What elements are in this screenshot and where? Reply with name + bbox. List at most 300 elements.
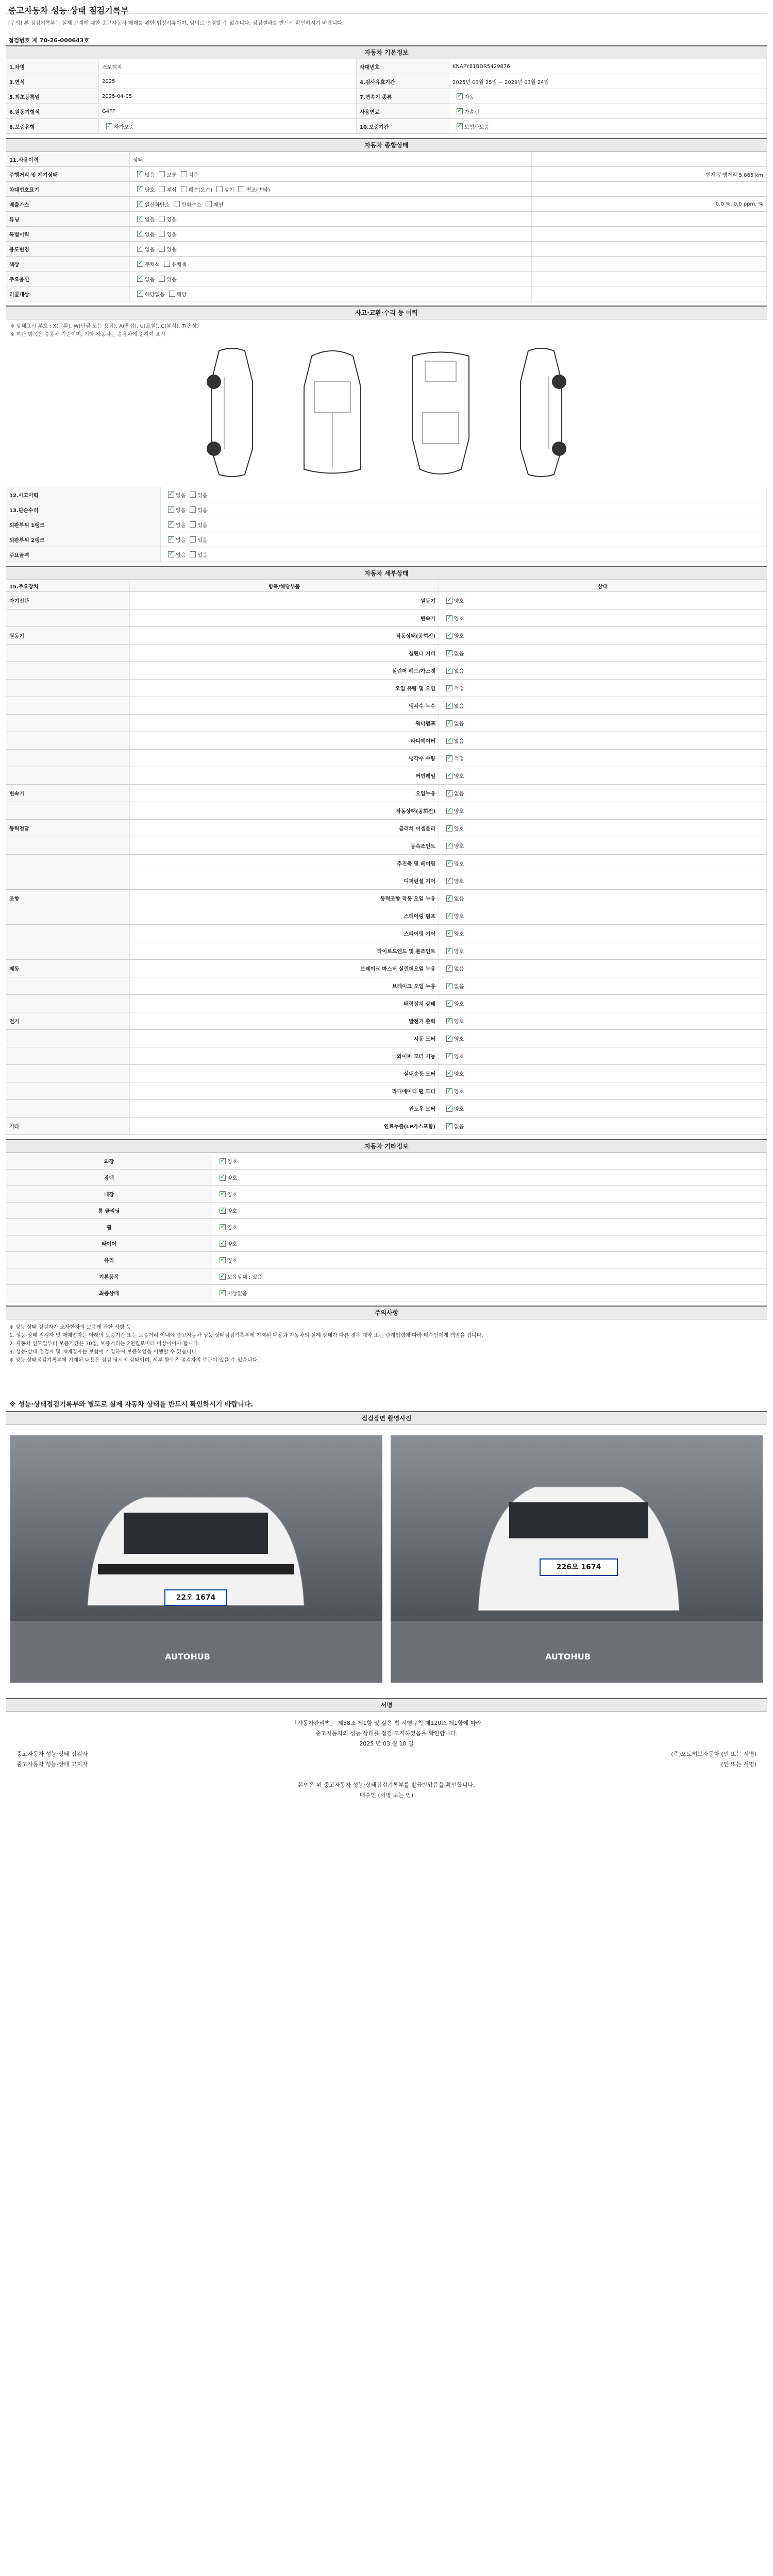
other-value xyxy=(212,1170,767,1185)
detail-row xyxy=(6,1012,767,1030)
detail-item: 스티어링 기어 xyxy=(130,925,439,942)
checkbox[interactable] xyxy=(220,1257,226,1263)
basic-row xyxy=(6,119,767,134)
checkbox-option xyxy=(215,1223,237,1231)
detail-state xyxy=(439,1117,767,1134)
checkbox[interactable] xyxy=(137,231,143,237)
accident-row xyxy=(6,532,767,547)
checkbox[interactable] xyxy=(159,186,165,192)
checkbox-label: 있음 xyxy=(197,493,208,499)
checkbox[interactable] xyxy=(137,201,143,207)
other-row xyxy=(6,1153,767,1170)
checkbox[interactable] xyxy=(190,536,196,543)
overall-row xyxy=(6,257,767,272)
section-photos-title: 점검장면 촬영사진 xyxy=(6,1411,767,1425)
checkbox[interactable] xyxy=(206,201,212,207)
checkbox-label: 양호 xyxy=(227,1209,238,1214)
checkbox-option xyxy=(133,230,155,238)
checkbox[interactable] xyxy=(159,276,165,282)
checkbox-label: 양호 xyxy=(454,1002,464,1007)
checkbox-option xyxy=(442,929,464,937)
car-front-icon xyxy=(10,1435,382,1683)
detail-state xyxy=(439,890,767,907)
checkbox-label: 양호 xyxy=(454,1072,464,1077)
checkbox[interactable] xyxy=(446,598,452,604)
detail-row xyxy=(6,1082,767,1100)
checkbox[interactable] xyxy=(446,738,452,744)
checkbox[interactable] xyxy=(457,108,463,114)
field-value: ✓ 가솔린 xyxy=(449,104,767,118)
detail-group xyxy=(6,872,130,889)
checkbox[interactable] xyxy=(159,246,165,252)
notice-text: [주의] 본 점검기록부는 실제 고객에 대한 중고자동차 매매를 위한 법정서류이며, 임의로 변경할 수 없습니다. 점검결과를 반드시 확인하시기 바랍니다. xyxy=(8,21,344,26)
checkbox[interactable] xyxy=(238,186,244,192)
checkbox-option xyxy=(215,1190,237,1198)
checkbox-label: 양호 xyxy=(454,844,464,850)
checkbox-option xyxy=(442,1052,464,1060)
detail-item: 워터펌프 xyxy=(130,715,439,732)
checkbox-label: 없음 xyxy=(454,984,464,990)
detail-group xyxy=(6,750,130,767)
other-row xyxy=(6,1170,767,1186)
detail-header-cell: 상태 xyxy=(439,580,767,591)
detail-state xyxy=(439,855,767,872)
detail-group: 자기진단 xyxy=(6,592,130,609)
checkbox[interactable] xyxy=(137,171,143,177)
overall-extra: 현재 주행거리 5,865 km xyxy=(532,167,767,181)
checkbox[interactable] xyxy=(216,186,223,192)
checkbox[interactable] xyxy=(446,878,452,884)
detail-row xyxy=(6,837,767,855)
checkbox[interactable] xyxy=(446,895,452,902)
checkbox-option xyxy=(442,737,464,744)
checkbox-option xyxy=(442,859,464,867)
detail-row xyxy=(6,855,767,872)
accident-row xyxy=(6,502,767,517)
checkbox[interactable] xyxy=(159,171,165,177)
checkbox-option xyxy=(442,754,464,762)
checkbox[interactable] xyxy=(164,261,170,267)
detail-row xyxy=(6,942,767,960)
other-label: 광택 xyxy=(6,1170,212,1185)
accident-value xyxy=(161,502,767,517)
field-value: KNAPY81BDR5429876 xyxy=(449,59,767,74)
checkbox-option xyxy=(442,842,464,850)
detail-row xyxy=(6,715,767,732)
checkbox[interactable] xyxy=(190,521,196,528)
inspection-record-page xyxy=(6,0,767,1807)
accident-value xyxy=(161,547,767,562)
checkbox[interactable] xyxy=(169,291,175,297)
checkbox[interactable] xyxy=(168,536,174,543)
checkbox[interactable] xyxy=(446,650,452,656)
checkbox-option xyxy=(442,1035,464,1042)
checkbox-option xyxy=(442,1070,464,1077)
checkbox-option xyxy=(442,982,464,990)
overall-extra xyxy=(532,272,767,286)
note-line: 3. 성능·상태 점검자 및 매매업자는 보험에 가입하여 보증책임을 이행할 수 있습니다. xyxy=(9,1349,198,1355)
checkbox-label: 양호 xyxy=(454,616,464,622)
detail-row xyxy=(6,925,767,942)
checkbox-option xyxy=(155,215,176,223)
checkbox[interactable] xyxy=(190,492,196,498)
checkbox[interactable] xyxy=(168,551,174,557)
other-value xyxy=(212,1252,767,1268)
detail-group: 기타 xyxy=(6,1117,130,1134)
checkbox[interactable] xyxy=(446,685,452,691)
detail-group xyxy=(6,645,130,662)
checkbox[interactable] xyxy=(181,186,187,192)
checkbox[interactable] xyxy=(446,1053,452,1059)
detail-group xyxy=(6,977,130,994)
checkbox[interactable] xyxy=(220,1208,226,1214)
checkbox[interactable] xyxy=(446,633,452,639)
checkbox[interactable] xyxy=(106,123,112,129)
checkbox[interactable] xyxy=(446,1018,452,1024)
checkbox[interactable] xyxy=(220,1191,226,1197)
checkbox-option xyxy=(133,171,155,178)
detail-item: 냉각수 누수 xyxy=(130,697,439,714)
checkbox-label: 없음 xyxy=(454,739,464,744)
overall-value xyxy=(130,242,532,256)
detail-row xyxy=(6,785,767,802)
detail-group: 제동 xyxy=(6,960,130,977)
overall-label: 용도변경 xyxy=(6,242,130,256)
detail-row xyxy=(6,609,767,627)
detail-row xyxy=(6,1117,767,1135)
checkbox-label: 양호 xyxy=(454,826,464,832)
doc-number: 점검번호 제 70-26-000643호 xyxy=(8,37,90,44)
checkbox[interactable] xyxy=(446,755,452,761)
checkbox-label: 없음 xyxy=(176,552,186,558)
overall-label: 주행거리 및 계기상태 xyxy=(6,167,130,181)
checkbox-option xyxy=(186,491,207,499)
detail-header-row xyxy=(6,580,767,592)
checkbox[interactable] xyxy=(446,1071,452,1077)
checkbox-option xyxy=(177,171,198,178)
detail-group xyxy=(6,995,130,1012)
checkbox[interactable] xyxy=(168,506,174,513)
checkbox[interactable] xyxy=(190,551,196,557)
other-label: 내장 xyxy=(6,1186,212,1202)
checkbox[interactable] xyxy=(446,1106,452,1112)
detail-state xyxy=(439,1100,767,1117)
detail-item: 시동 모터 xyxy=(130,1030,439,1047)
field-value: 2025 xyxy=(99,74,357,89)
checkbox[interactable] xyxy=(220,1241,226,1247)
overall-value: 상태 xyxy=(130,152,532,166)
detail-item: 등속조인트 xyxy=(130,837,439,854)
checkbox-option xyxy=(215,1289,247,1297)
car-side-left-icon xyxy=(204,346,260,480)
other-value xyxy=(212,1268,767,1284)
field-label: 6.원동기형식 xyxy=(6,104,99,118)
detail-state xyxy=(439,977,767,994)
checkbox-label: 있음 xyxy=(197,507,208,514)
detail-row xyxy=(6,1047,767,1065)
detail-state xyxy=(439,767,767,784)
basic-info-table xyxy=(6,59,767,134)
checkbox[interactable] xyxy=(446,615,452,621)
checkbox-label: 양호 xyxy=(227,1176,238,1181)
checkbox-label: 없음 xyxy=(454,704,464,709)
checkbox[interactable] xyxy=(159,231,165,237)
checkbox[interactable] xyxy=(446,1123,452,1129)
checkbox-label: 무채색 xyxy=(145,262,160,268)
checkbox[interactable] xyxy=(446,720,452,726)
detail-row xyxy=(6,767,767,785)
checkbox-option xyxy=(164,536,186,544)
other-label: 룸 클리닝 xyxy=(6,1202,212,1218)
detail-group xyxy=(6,715,130,732)
checkbox-option xyxy=(186,551,207,558)
checkbox-option xyxy=(442,632,464,639)
other-value xyxy=(212,1219,767,1235)
checkbox[interactable] xyxy=(446,808,452,814)
checkbox-label: 적음 xyxy=(188,172,198,178)
checkbox-option xyxy=(215,1256,237,1264)
checkbox-label: 부식 xyxy=(166,187,177,193)
detail-group: 동력전달 xyxy=(6,820,130,837)
checkbox-label: 없음 xyxy=(176,507,186,514)
dealer-logo: AUTOHUB xyxy=(545,1652,591,1662)
field-label: 3.연식 xyxy=(6,74,99,89)
other-value xyxy=(212,1285,767,1301)
checkbox-label: 해당없음 xyxy=(145,292,165,298)
checkbox[interactable] xyxy=(446,843,452,849)
checkbox[interactable] xyxy=(220,1224,226,1230)
checkbox-option xyxy=(442,1122,464,1130)
checkbox-option xyxy=(133,200,170,208)
accident-row xyxy=(6,517,767,532)
checkbox[interactable] xyxy=(168,521,174,528)
checkbox-label: 보통 xyxy=(166,172,177,178)
checkbox-option xyxy=(442,667,464,674)
checkbox-label: 일산화탄소 xyxy=(145,202,170,208)
checkbox-option xyxy=(186,506,207,514)
checkbox-label: 양호 xyxy=(454,879,464,885)
checkbox[interactable] xyxy=(137,186,143,192)
checkbox-option xyxy=(215,1157,237,1165)
checkbox-label: 양호 xyxy=(454,1054,464,1060)
checkbox[interactable] xyxy=(137,291,143,297)
detail-item: 실린더 헤드/가스켓 xyxy=(130,662,439,679)
checkbox-option xyxy=(160,260,187,268)
detail-group xyxy=(6,1030,130,1047)
checkbox[interactable] xyxy=(159,216,165,222)
detail-group: 조향 xyxy=(6,890,130,907)
overall-value xyxy=(130,286,532,301)
checkbox-label: 양호 xyxy=(227,1258,238,1264)
checkbox-label: 있음 xyxy=(197,522,208,529)
car-side-right-icon xyxy=(513,346,569,480)
checkbox[interactable] xyxy=(446,1001,452,1007)
checkbox[interactable] xyxy=(137,246,143,252)
detail-state xyxy=(439,732,767,749)
checkbox-option xyxy=(442,789,464,797)
checkbox-option xyxy=(133,275,155,283)
car-diagram xyxy=(6,338,767,487)
checkbox-label: 유채색 xyxy=(171,262,187,268)
checkbox-label: 없음 xyxy=(454,669,464,674)
detail-state xyxy=(439,715,767,732)
checkbox-option xyxy=(155,275,176,283)
accident-value xyxy=(161,517,767,532)
checkbox[interactable] xyxy=(446,668,452,674)
checkbox-label: 이상없음 xyxy=(227,1291,247,1297)
front-plate: 22오 1674 xyxy=(176,1594,216,1602)
overall-row xyxy=(6,197,767,212)
overall-label: 11.사용이력 xyxy=(6,152,130,166)
overall-label: 튜닝 xyxy=(6,212,130,226)
field-label: 10.보증기간 xyxy=(357,119,449,133)
other-label: 타이어 xyxy=(6,1235,212,1251)
checkbox[interactable] xyxy=(220,1274,226,1280)
signature-block: 「자동차관리법」 제58조 제1항 및 같은 법 시행규칙 제120조 제1항에 따라 중고자동차의 성능·상태를 점검·고지하였음을 확인합니다. 2025 년 03 월 10 일 중고자동차 성능·상태 점검자 (주)오토허브자동차 (인 또는 서명) 중고자동차 성능·상태 고지자 (인 또는 서명) 본인은 위 중고자동차 성능·상태점검기록부를 발급받았음을 확인합니다. 매수인 (서명 또는 인) xyxy=(16,1720,757,1799)
other-row xyxy=(6,1219,767,1235)
checkbox-label: 양호 xyxy=(227,1242,238,1247)
checkbox-option xyxy=(234,185,270,193)
checkbox-option xyxy=(155,245,176,253)
checkbox-option xyxy=(442,964,464,972)
checkbox-option xyxy=(212,185,234,193)
detail-state xyxy=(439,907,767,924)
checkbox-label: 양호 xyxy=(454,931,464,937)
checkbox[interactable] xyxy=(446,703,452,709)
detail-row xyxy=(6,1030,767,1047)
checkbox-option xyxy=(164,521,186,529)
detail-group xyxy=(6,1100,130,1117)
section-overall-title: 자동차 종합상태 xyxy=(6,138,767,152)
detail-group xyxy=(6,855,130,872)
overall-extra xyxy=(532,227,767,241)
detail-row xyxy=(6,907,767,925)
checkbox-label: 있음 xyxy=(166,247,177,253)
checkbox-label: 없음 xyxy=(454,651,464,657)
checkbox-option xyxy=(442,824,464,832)
overall-label: 차대번호표기 xyxy=(6,182,130,196)
detail-row xyxy=(6,627,767,645)
detail-item: 원동기 xyxy=(130,592,439,609)
detail-group xyxy=(6,1047,130,1064)
other-row xyxy=(6,1268,767,1285)
detail-row xyxy=(6,960,767,977)
field-value: ✓ 보험사보증 xyxy=(449,119,767,133)
checkbox[interactable] xyxy=(446,930,452,937)
checkbox-label: 상이 xyxy=(224,187,234,193)
checkbox[interactable] xyxy=(137,216,143,222)
checkbox[interactable] xyxy=(181,171,187,177)
field-label: 차대번호 xyxy=(357,59,449,74)
checkbox[interactable] xyxy=(220,1290,226,1296)
dealer-logo: AUTOHUB xyxy=(165,1652,210,1662)
checkbox[interactable] xyxy=(446,1036,452,1042)
detail-state xyxy=(439,802,767,819)
checkbox[interactable] xyxy=(446,965,452,972)
checkbox-label: 양호 xyxy=(454,1107,464,1112)
checkbox[interactable] xyxy=(168,492,174,498)
checkbox[interactable] xyxy=(446,983,452,989)
detail-item: 타이로드엔드 및 볼조인트 xyxy=(130,942,439,959)
section-signature-title: 서명 xyxy=(6,1698,767,1712)
detail-row xyxy=(6,890,767,907)
checkbox[interactable] xyxy=(446,913,452,919)
checkbox[interactable] xyxy=(174,201,180,207)
overall-extra: 0.0 %, 0.0 ppm, % xyxy=(532,197,767,211)
overall-value xyxy=(130,212,532,226)
checkbox[interactable] xyxy=(457,93,463,99)
checkbox-option xyxy=(442,1017,464,1025)
checkbox-label: 많음 xyxy=(145,172,155,178)
detail-state xyxy=(439,592,767,609)
detail-group xyxy=(6,732,130,749)
overall-label: 주요옵션 xyxy=(6,272,130,286)
detail-header-cell: 15.주요장치 xyxy=(6,580,130,591)
checkbox[interactable] xyxy=(446,825,452,832)
checkbox[interactable] xyxy=(446,790,452,796)
section-basic-title: 자동차 기본정보 xyxy=(6,45,767,59)
overall-value xyxy=(130,182,532,196)
checkbox[interactable] xyxy=(137,261,143,267)
accident-label: 주요골격 xyxy=(6,547,161,562)
photos-area xyxy=(6,1425,767,1698)
detail-row xyxy=(6,872,767,890)
checkbox-option xyxy=(133,215,155,223)
overall-value xyxy=(130,167,532,181)
detail-state xyxy=(439,995,767,1012)
checkbox-label: 있음 xyxy=(166,277,177,283)
basic-row xyxy=(6,89,767,104)
overall-row xyxy=(6,167,767,182)
checkbox[interactable] xyxy=(457,123,463,129)
detail-item: 라디에이터 xyxy=(130,732,439,749)
detail-group xyxy=(6,1065,130,1082)
checkbox[interactable] xyxy=(446,1088,452,1094)
detail-row xyxy=(6,750,767,767)
detail-state xyxy=(439,872,767,889)
other-label: 최종상태 xyxy=(6,1285,212,1301)
detail-state xyxy=(439,1082,767,1099)
overall-table xyxy=(6,152,767,301)
detail-state xyxy=(439,820,767,837)
checkbox[interactable] xyxy=(446,860,452,867)
checkbox[interactable] xyxy=(220,1175,226,1181)
other-row xyxy=(6,1252,767,1268)
checkbox-option xyxy=(442,684,464,692)
checkbox[interactable] xyxy=(190,506,196,513)
note-line: ※ 성능·상태점검기록부에 기재된 내용은 점검 당시의 상태이며, 세부 항목은 점검자의 주관이 있을 수 있습니다. xyxy=(9,1358,259,1363)
detail-state xyxy=(439,750,767,767)
overall-label: 특별이력 xyxy=(6,227,130,241)
checkbox-label: 양호 xyxy=(454,949,464,955)
field-label: 8.보증유형 xyxy=(6,119,99,133)
detail-item: 커먼레일 xyxy=(130,767,439,784)
overall-value xyxy=(130,272,532,286)
section-other-title: 자동차 기타정보 xyxy=(6,1139,767,1153)
checkbox-option xyxy=(442,947,464,955)
checkbox[interactable] xyxy=(446,948,452,954)
other-table xyxy=(6,1153,767,1301)
checkbox-option xyxy=(164,491,186,499)
checkbox-label: 변조(변타) xyxy=(246,187,270,193)
checkbox-option xyxy=(442,877,464,885)
checkbox[interactable] xyxy=(137,276,143,282)
checkbox[interactable] xyxy=(220,1158,226,1164)
car-top-front-icon xyxy=(296,346,368,480)
detail-state xyxy=(439,627,767,644)
checkbox-option xyxy=(164,506,186,514)
checkbox[interactable] xyxy=(446,773,452,779)
